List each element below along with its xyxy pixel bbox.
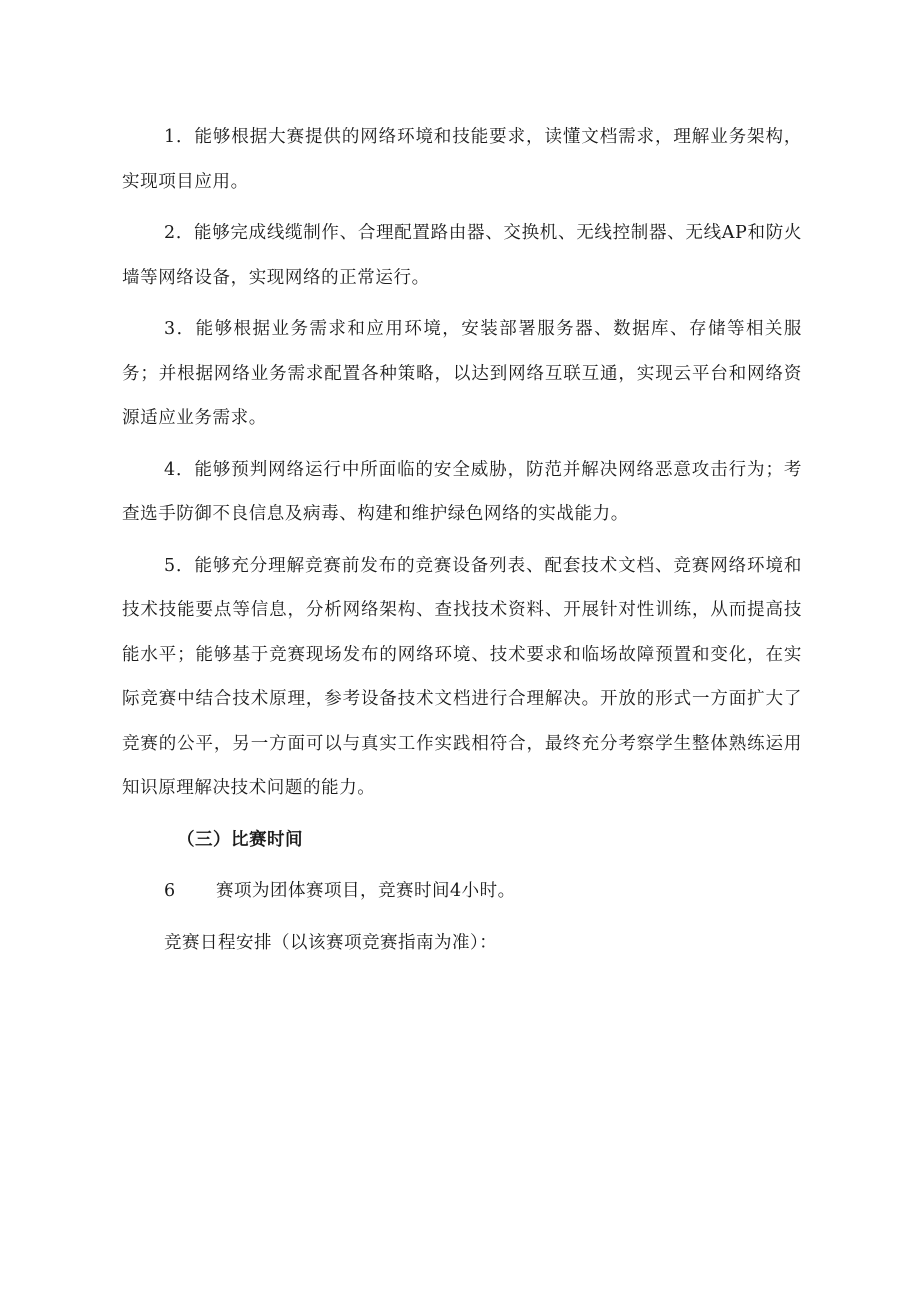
paragraph-item-4: 4．能够预判网络运行中所面临的安全威胁，防范并解决网络恶意攻击行为；考查选手防御不良信息及病毒、构建和维护绿色网络的实战能力。 xyxy=(122,459,802,524)
competition-time-text: 赛项为团体赛项目，竞赛时间4小时。 xyxy=(216,881,516,901)
competition-time-line xyxy=(122,869,802,914)
section-heading: （三）比赛时间 xyxy=(177,829,303,850)
competition-time-number: 6 xyxy=(164,881,176,901)
paragraph-item-3: 3．能够根据业务需求和应用环境，安装部署服务器、数据库、存储等相关服务；并根据网络业务需求配置各种策略，以达到网络互联互通，实现云平台和网络资源适应业务需求。 xyxy=(122,319,802,428)
paragraph-item-1: 1．能够根据大赛提供的网络环境和技能要求，读懂文档需求，理解业务架构，实现项目应用。 xyxy=(122,127,802,192)
paragraph-item-2: 2．能够完成线缆制作、合理配置路由器、交换机、无线控制器、无线AP和防火墙等网络设备，实现网络的正常运行。 xyxy=(122,223,802,288)
paragraph-item-5: 5．能够充分理解竞赛前发布的竞赛设备列表、配套技术文档、竞赛网络环境和技术技能要点等信息，分析网络架构、查找技术资料、开展针对性训练，从而提高技能水平；能够基于竞赛现场发布的网络环境、技术要求和临场故障预置和变化，在实际竞赛中结合技术原理，参考设备技术文档进行合理解决。开放的形式一方面扩大了竞赛的公平，另一方面可以与真实工作实践相符合，最终充分考察学生整体熟练运用知识原理解决技术问题的能力。 xyxy=(122,555,802,798)
document-body xyxy=(122,115,802,965)
schedule-line: 竞赛日程安排（以该赛项竞赛指南为准）： xyxy=(164,932,498,953)
